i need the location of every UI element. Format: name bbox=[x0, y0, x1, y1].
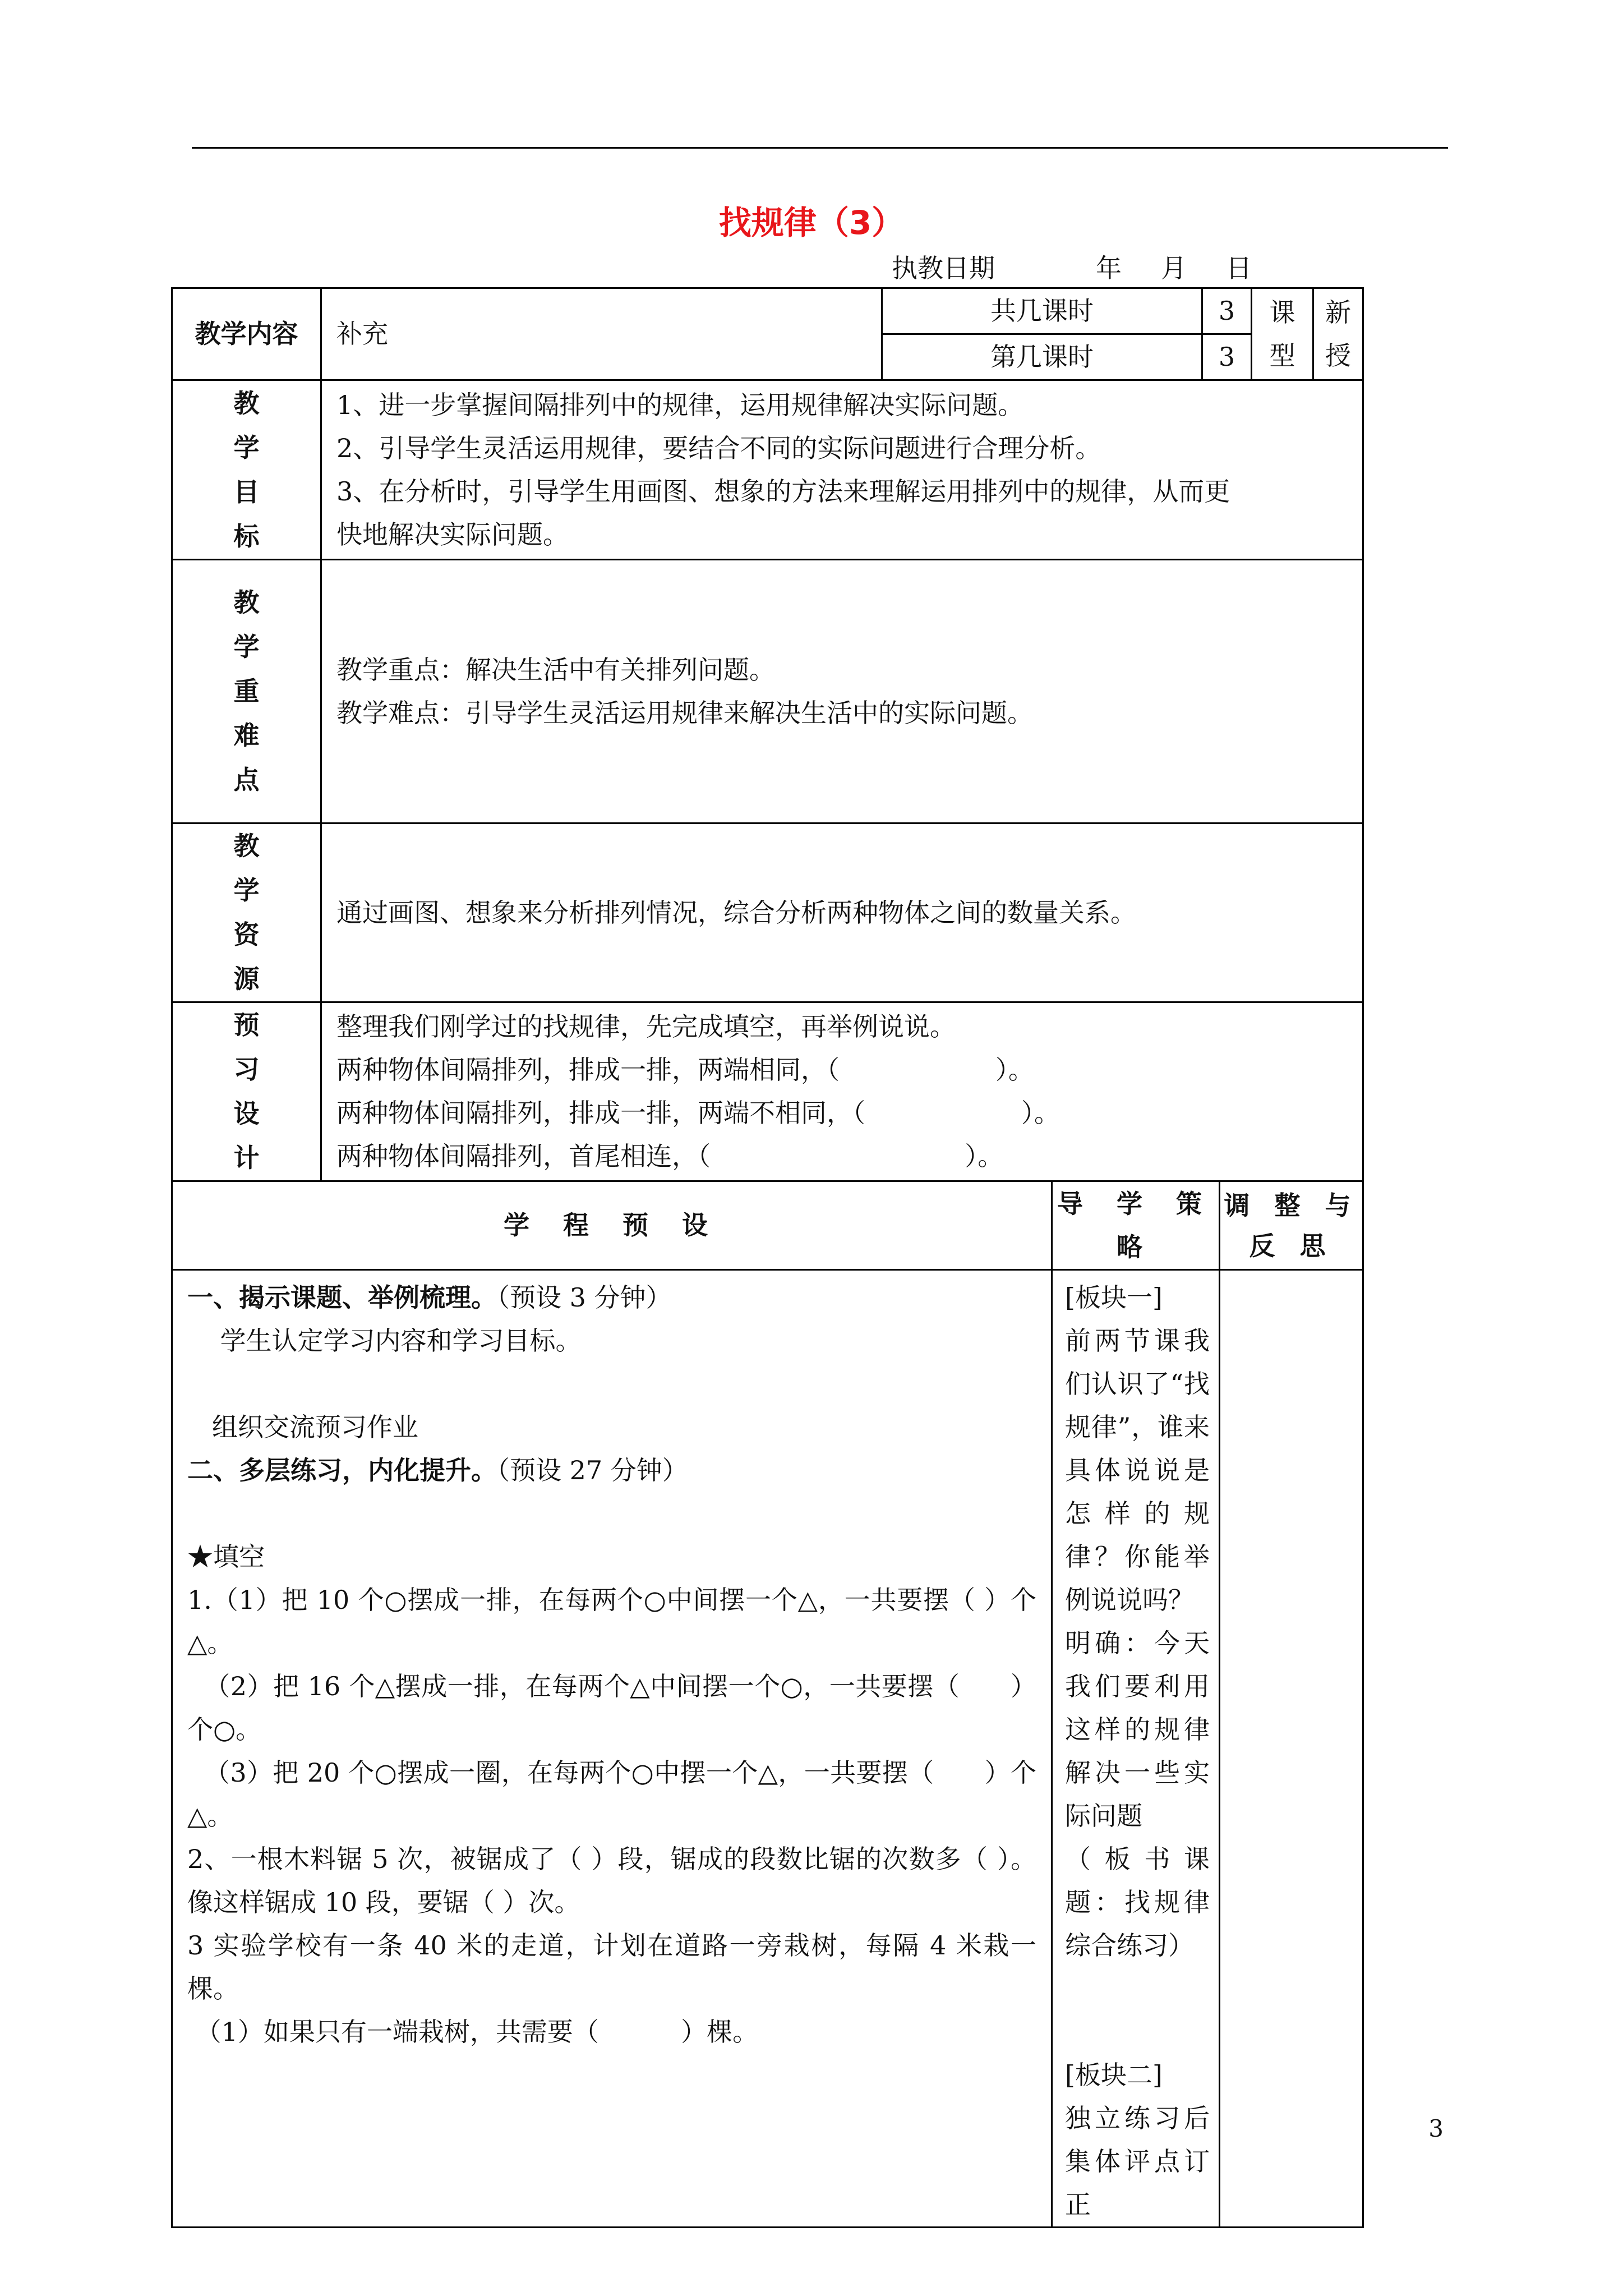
question-1-1: 1.（1）把 10 个○摆成一排，在每两个○中间摆一个△，一共要摆（ ）个△。 bbox=[187, 1585, 1036, 1658]
date-month: 月 bbox=[1161, 253, 1187, 283]
strategy-column-header: 导 学 策 略 bbox=[1052, 1181, 1220, 1270]
resources-content: 通过画图、想象来分析排列情况，综合分析两种物体之间的数量关系。 bbox=[321, 823, 1363, 1002]
adjust-content bbox=[1220, 1270, 1363, 2228]
strategy-content: [板块一] 前两节课我们认识了“找规律”，谁来具体说说是怎样的规律？你能举例说说吗？ 明确：今天我们要利用这样的规律解决一些实际问题 （板书课题：找规律综合练习） [板块二] 独立练习后集体评点订正 bbox=[1052, 1270, 1220, 2228]
key-points-content: 教学重点：解决生活中有关排列问题。 教学难点：引导学生灵活运用规律来解决生活中的实际问题。 bbox=[321, 560, 1363, 823]
question-3: 3 实验学校有一条 40 米的走道，计划在道路一旁栽树，每隔 4 米栽一棵。 bbox=[187, 1930, 1036, 2004]
preview-content: 整理我们刚学过的找规律，先完成填空，再举例说说。 两种物体间隔排列，排成一排，两端相同，（ ）。 两种物体间隔排列，排成一排，两端不相同，（ ）。 两种物体间隔排列，首尾相连，（ ）。 bbox=[321, 1002, 1363, 1181]
process-content: 一、揭示课题、举例梳理。（预设 3 分钟） 学生认定学习内容和学习目标。 组织交流预习作业 二、多层练习，内化提升。（预设 27 分钟） ★填空 1.（1）把 10 个○摆成一排，在每两个○中间摆一个△，一共要摆（ ）个△。 （2）把 16 个△摆成一排，在每两个△中间摆一个○，一共要摆（ ）个○。 （3）把 20 个○摆成一圈，在每两个○中摆一个△，一共要摆（ ）个△。 2、一根木料锯 5 次，被锯成了（ ）段，锯成的段数比锯的次数多（ ）。像这样锯成 10 段，要锯（ ）次。 3 实验学校有一条 40 米的走道，计划在道路一旁栽树，每隔 4 米栽一棵。 （1）如果只有一端栽树，共需要（ ）棵。 bbox=[172, 1270, 1052, 2228]
lesson-type-value: 新 授 bbox=[1313, 288, 1363, 380]
nth-lesson-label: 第几课时 bbox=[882, 334, 1202, 380]
header-rule bbox=[192, 147, 1448, 149]
page-title: 找规律（3） bbox=[718, 204, 905, 242]
goals-label: 教 学 目 标 bbox=[172, 380, 321, 560]
adjust-column-header: 调 整 与 反 思 bbox=[1220, 1181, 1363, 1270]
section-2-heading: 二、多层练习，内化提升。（预设 27 分钟） bbox=[187, 1455, 688, 1485]
date-day: 日 bbox=[1226, 253, 1252, 283]
content-value: 补充 bbox=[321, 288, 882, 380]
key-points-label: 教 学 重 难 点 bbox=[172, 560, 321, 823]
goals-content: 1、进一步掌握间隔排列中的规律，运用规律解决实际问题。 2、引导学生灵活运用规律，要结合不同的实际问题进行合理分析。 3、在分析时，引导学生用画图、想象的方法来理解运用排列中的规律，从而更 快地解决实际问题。 bbox=[321, 380, 1363, 560]
nth-lesson-value: 3 bbox=[1202, 334, 1252, 380]
date-year: 年 bbox=[1096, 253, 1122, 283]
question-3-1: （1）如果只有一端栽树，共需要（ ）棵。 bbox=[187, 2017, 759, 2047]
total-lessons-label: 共几课时 bbox=[882, 288, 1202, 334]
content-label: 教学内容 bbox=[172, 288, 321, 380]
lesson-type-label: 课 型 bbox=[1252, 288, 1313, 380]
total-lessons-value: 3 bbox=[1202, 288, 1252, 334]
lesson-plan-table bbox=[171, 287, 1364, 2228]
process-column-header: 学 程 预 设 bbox=[172, 1181, 1052, 1270]
page-number: 3 bbox=[1428, 2115, 1444, 2142]
teaching-date bbox=[892, 248, 1252, 285]
resources-label: 教 学 资 源 bbox=[172, 823, 321, 1002]
date-label: 执教日期 bbox=[892, 253, 995, 283]
fill-in-title: ★填空 bbox=[187, 1542, 265, 1572]
question-1-3: （3）把 20 个○摆成一圈，在每两个○中摆一个△，一共要摆（ ）个△。 bbox=[187, 1757, 1036, 1831]
question-1-2: （2）把 16 个△摆成一排，在每两个△中间摆一个○，一共要摆（ ）个○。 bbox=[187, 1671, 1036, 1745]
section-1-heading: 一、揭示课题、举例梳理。（预设 3 分钟） bbox=[187, 1282, 672, 1313]
preview-label: 预 习 设 计 bbox=[172, 1002, 321, 1181]
question-2: 2、一根木料锯 5 次，被锯成了（ ）段，锯成的段数比锯的次数多（ ）。像这样锯成 10 段，要锯（ ）次。 bbox=[187, 1844, 1036, 1917]
